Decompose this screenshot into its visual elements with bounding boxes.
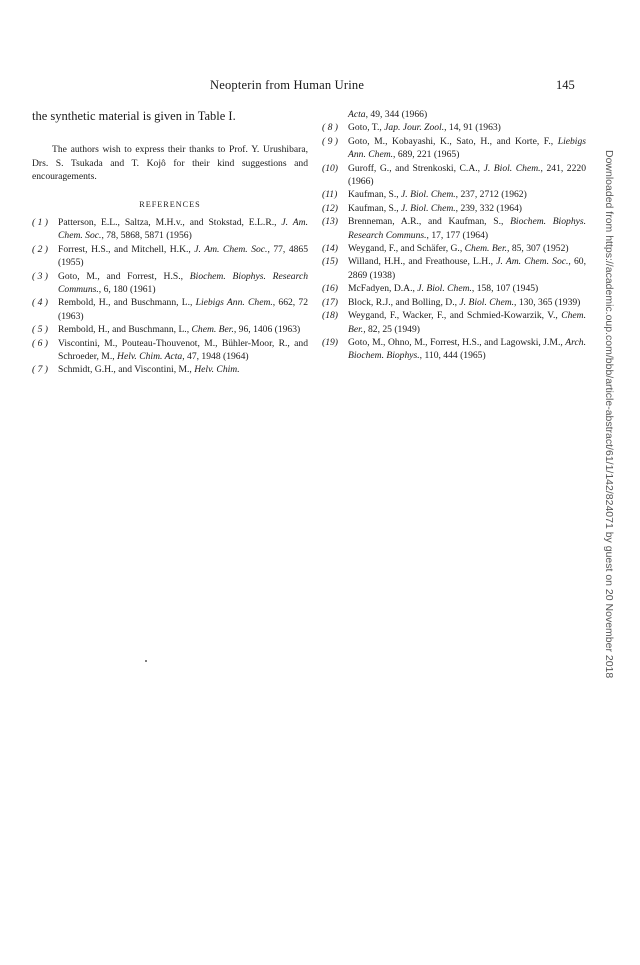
reference-details: , 82, 25 (1949): [363, 323, 420, 335]
reference-details: , 17, 177 (1964): [426, 229, 489, 241]
reference-number: (17): [322, 296, 338, 308]
reference-authors: Willand, H.H., and Freathouse, L.H.,: [348, 256, 497, 268]
running-title: Neopterin from Human Urine: [210, 78, 365, 92]
references-heading: REFERENCES: [139, 199, 201, 209]
reference-item: [322, 255, 586, 282]
reference-number: ( 4 ): [32, 297, 48, 309]
reference-authors: Block, R.J., and Bolling, D.,: [348, 296, 460, 308]
reference-journal: J. Biol. Chem.: [459, 296, 515, 308]
reference-item: [322, 282, 586, 295]
reference-journal: J. Biol. Chem.: [401, 202, 456, 214]
stray-mark: [145, 660, 147, 662]
reference-authors: Rembold, H., and Buschmann, L.,: [58, 297, 196, 309]
acknowledgement-paragraph: The authors wish to express their thanks to Prof. Y. Urushibara, Drs. S. Tsukada and T. Kojô for their kind suggestions and encouragements.: [32, 144, 308, 182]
reference-number: (19): [322, 336, 338, 348]
reference-item: [32, 216, 308, 243]
reference-authors: Brenneman, A.R., and Kaufman, S.,: [348, 216, 511, 228]
page-header: [0, 78, 640, 98]
reference-journal: Liebigs Ann. Chem.: [348, 135, 586, 161]
reference-journal: Chem. Ber.: [348, 310, 586, 335]
reference-details: , 158, 107 (1945): [471, 283, 539, 295]
reference-authors: Goto, T.,: [348, 122, 385, 134]
reference-number: ( 7 ): [32, 364, 48, 376]
reference-journal: Acta: [348, 109, 366, 120]
reference-item: [322, 336, 586, 363]
reference-details: , 47, 1948 (1964): [182, 351, 249, 363]
right-column: [322, 108, 586, 363]
reference-item: [322, 309, 586, 336]
page-number: 145: [556, 78, 575, 92]
reference-journal: Biochem. Biophys. Research Communs.: [348, 216, 587, 241]
reference-details: , 662, 72 (1963): [58, 297, 309, 322]
reference-authors: Viscontini, M., Pouteau-Thouvenot, M., Bühler-Moor, R., and Schroeder, M.,: [58, 337, 308, 363]
reference-details: , 78, 5868, 5871 (1956): [101, 230, 192, 242]
reference-item: [322, 202, 586, 215]
reference-item: [322, 121, 586, 134]
body-text: the synthetic material is given in Table I.: [32, 109, 236, 123]
reference-journal: J. Am. Chem. Soc.: [194, 243, 268, 255]
reference-number: (16): [322, 283, 338, 295]
reference-number: ( 9 ): [322, 135, 338, 147]
reference-details: , 14, 91 (1963): [444, 122, 501, 134]
reference-item: [322, 296, 586, 309]
reference-authors: Kaufman, S.,: [348, 189, 402, 201]
reference-details: , 60, 2869 (1938): [348, 256, 586, 281]
reference-continuation: [322, 108, 586, 121]
download-watermark: [603, 150, 617, 830]
reference-details: , 96, 1406 (1963): [233, 324, 301, 336]
left-column: [32, 108, 308, 377]
reference-number: ( 5 ): [32, 324, 48, 336]
download-watermark-text: Downloaded from https://academic.oup.com/bbb/article-abstract/61/1/142/824071 by guest on 20 November 2018: [603, 150, 615, 679]
reference-details: , 49, 344 (1966): [365, 109, 428, 120]
reference-journal: Biochem. Biophys. Research Communs.: [58, 270, 309, 296]
reference-journal: Arch. Biochem. Biophys.: [348, 336, 586, 362]
reference-journal: Jap. Jour. Zool.: [384, 122, 445, 134]
reference-details: , 130, 365 (1939): [514, 296, 581, 308]
reference-item: [322, 162, 586, 189]
reference-details: , 241, 2220 (1966): [348, 162, 586, 188]
reference-authors: Kaufman, S.,: [348, 202, 402, 214]
reference-item: [32, 323, 308, 336]
reference-item: [32, 296, 308, 323]
reference-number: (10): [322, 162, 338, 174]
reference-authors: Weygand, F., Wacker, F., and Schmied-Kowarzik, V.,: [348, 310, 562, 322]
reference-authors: Rembold, H., and Buschmann, L.,: [58, 324, 192, 336]
reference-item: [322, 242, 586, 255]
reference-item: [322, 135, 586, 162]
reference-number: ( 1 ): [32, 217, 48, 228]
reference-item: [32, 243, 308, 270]
reference-journal: Chem. Ber.: [464, 243, 508, 255]
reference-number: (13): [322, 216, 338, 228]
reference-journal: J. Biol. Chem.: [401, 189, 456, 201]
reference-details: , 239, 332 (1964): [455, 202, 523, 214]
reference-authors: Weygand, F., and Schäfer, G.,: [348, 243, 465, 255]
reference-number: (15): [322, 256, 338, 268]
reference-item: [32, 270, 308, 297]
reference-details: , 110, 444 (1965): [419, 350, 486, 362]
reference-number: ( 6 ): [32, 337, 48, 349]
reference-number: (12): [322, 202, 338, 214]
reference-details: , 6, 180 (1961): [98, 284, 156, 296]
reference-number: ( 3 ): [32, 270, 48, 282]
reference-item: [32, 337, 308, 364]
reference-authors: Goto, M., Ohno, M., Forrest, H.S., and Lagowski, J.M.,: [348, 336, 566, 348]
reference-journal: J. Am. Chem. Soc.: [496, 256, 569, 268]
reference-details: , 237, 2712 (1962): [455, 189, 527, 201]
reference-journal: Chem. Ber.: [191, 324, 234, 336]
reference-details: , 85, 307 (1952): [507, 243, 569, 255]
reference-authors: Schmidt, G.H., and Viscontini, M.,: [58, 364, 195, 376]
reference-journal: J. Biol. Chem.: [417, 283, 472, 295]
reference-journal: J. Biol. Chem.: [483, 162, 541, 174]
reference-journal: Liebigs Ann. Chem.: [195, 297, 273, 309]
reference-number: ( 8 ): [322, 122, 338, 134]
reference-authors: Patterson, E.L., Saltza, M.H.v., and Stokstad, E.L.R.,: [58, 217, 282, 228]
reference-authors: Goto, M., and Forrest, H.S.,: [58, 270, 190, 282]
reference-number: (14): [322, 243, 338, 255]
reference-number: (18): [322, 310, 338, 322]
reference-authors: Goto, M., Kobayashi, K., Sato, H., and Korte, F.,: [348, 135, 558, 147]
reference-journal: Helv. Chim.: [194, 364, 240, 376]
reference-authors: Guroff, G., and Strenkoski, C.A.,: [348, 162, 484, 174]
reference-number: ( 2 ): [32, 243, 48, 255]
reference-journal: Helv. Chim. Acta: [117, 351, 183, 363]
reference-number: (11): [322, 189, 338, 201]
reference-journal: J. Am. Chem. Soc.: [58, 217, 308, 242]
reference-authors: McFadyen, D.A.,: [348, 283, 418, 295]
reference-list-right: [322, 121, 586, 362]
reference-authors: Forrest, H.S., and Mitchell, H.K.,: [58, 243, 195, 255]
reference-list-left: [32, 216, 308, 377]
reference-item: [32, 363, 308, 376]
reference-item: [322, 188, 586, 201]
reference-details: , 77, 4865 (1955): [58, 243, 309, 269]
reference-details: , 689, 221 (1965): [393, 149, 460, 161]
reference-item: [322, 215, 586, 242]
